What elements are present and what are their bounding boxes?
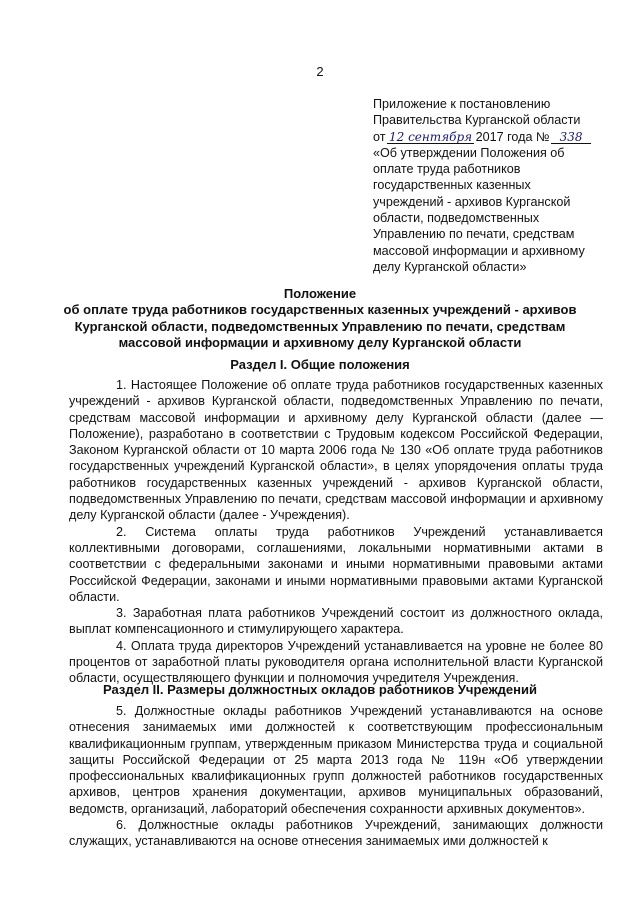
paragraph-6: 6. Должностные оклады работников Учреждений, занимающих должности служащих, устанавливаются на основе отнесения занимаемых ими должностей к	[69, 818, 603, 849]
title-line: Положение	[283, 286, 357, 301]
paragraph-3: 3. Заработная плата работников Учреждений состоит из должностного оклада, выплат компенсационного и стимулирующего характера.	[69, 606, 603, 637]
section-1-heading: Раздел I. Общие положения	[230, 357, 410, 372]
appendix-line: государственных казенных	[373, 178, 531, 193]
appendix-line: делу Курганской области»	[373, 259, 527, 274]
appendix-date-prefix: от	[373, 129, 386, 144]
handwritten-number: 338	[553, 129, 589, 145]
appendix-line: Правительства Курганской области	[373, 113, 581, 128]
section-2-body	[69, 703, 603, 850]
appendix-line: Управлению по печати, средствам	[373, 227, 575, 242]
paragraph-2: 2. Система оплаты труда работников Учреждений устанавливается коллективными договорами, соглашениями, локальными нормативными актами в соответствии с федеральными законами и иными нормативными правовыми актами Российской Федерации, законами и иными нормативными правовыми актами Курганской области.	[69, 524, 603, 604]
title-line: Курганской области, подведомственных Управлению по печати, средствам	[74, 318, 566, 334]
appendix-line: «Об утверждении Положения об	[373, 145, 565, 160]
paragraph-4: 4. Оплата труда директоров Учреждений устанавливается на уровне не более 80 процентов от заработной платы руководителя органа исполнительной власти Курганской области, осуществляющего функции и полномочия учредителя Учреждения.	[69, 638, 603, 686]
paragraph-1: 1. Настоящее Положение об оплате труда работников государственных казенных учреждений - архивов Курганской области, подведомственных Управлению по печати, средствам массовой информации и архивному делу Курганской области (далее — Положение), разработано в соответствии с Трудовым кодексом Российской Федерации, Законом Курганской области от 10 марта 2006 года № 130 «Об оплате труда работников государственных учреждений Курганской области», в целях упорядочения оплаты труда работников государственных казенных учреждений - архивов Курганской области, подведомственных Управлению по печати, средствам массовой информации и архивному делу Курганской области (далее - Учреждения).	[69, 378, 603, 523]
appendix-date-middle: 2017 года №	[475, 129, 550, 144]
appendix-line: области, подведомственных	[373, 211, 540, 226]
title-line: массовой информации и архивному делу Курганской области	[118, 334, 522, 350]
appendix-line: Приложение к постановлению	[373, 97, 551, 111]
section-2-heading: Раздел II. Размеры должностных окладов работников Учреждений	[102, 682, 537, 697]
appendix-line: массовой информации и архивному	[373, 243, 585, 258]
section-1-body	[69, 377, 603, 687]
title-line: об оплате труда работников государственных казенных учреждений - архивов	[63, 302, 577, 318]
page-number: 2	[316, 64, 324, 79]
appendix-line: оплате труда работников	[373, 162, 521, 177]
handwritten-date: 12 сентября	[389, 129, 473, 144]
appendix-date-line	[373, 129, 613, 145]
paragraph-5: 5. Должностные оклады работников Учреждений устанавливаются на основе отнесения занимаемых ими должностей к соответствующим профессиональным квалификационным группам, утвержденным приказом Министерства труда и социальной защиты Российской Федерации от 25 марта 2013 года № 119н «Об утверждении профессиональных квалификационных групп должностей работников государственных архивов, центров хранения документации, архивов муниципальных образований, ведомств, организаций, лабораторий обеспечения сохранности архивных документов».	[69, 704, 603, 816]
appendix-line: учреждений - архивов Курганской	[373, 194, 571, 209]
document-title	[40, 286, 600, 351]
appendix-block	[373, 96, 613, 275]
